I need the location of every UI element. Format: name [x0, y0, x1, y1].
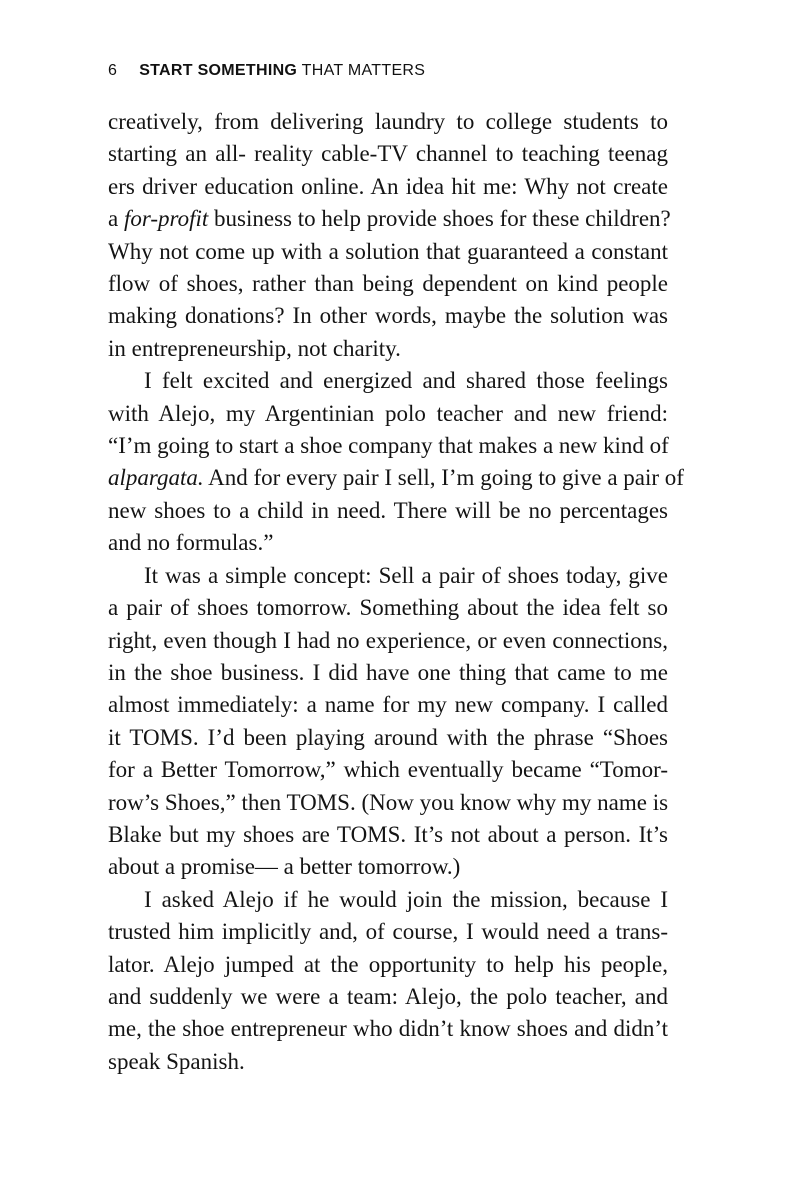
- text-line: I asked Alejo if he would join the mission, because I: [144, 886, 668, 912]
- paragraph-1: [108, 106, 671, 365]
- text-line: in entrepreneurship, not charity.: [108, 335, 401, 361]
- italic-term: alpargata.: [108, 465, 204, 491]
- paragraph-2: [108, 365, 684, 559]
- book-title-bold: START SOMETHING: [139, 62, 298, 79]
- text-line: ers driver education online. An idea hit me: Why not create: [108, 173, 668, 199]
- text-line: for a Better Tomorrow,” which eventually became “Tomor-: [108, 757, 668, 783]
- text-fragment: And for every pair I sell, I’m going to give a pair of: [203, 465, 684, 491]
- text-fragment: business to help provide shoes for these children?: [208, 206, 671, 232]
- text-line: “I’m going to start a shoe company that makes a new kind of: [108, 433, 669, 459]
- body-text: [108, 106, 684, 1078]
- text-line: row’s Shoes,” then TOMS. (Now you know why my name is: [108, 789, 669, 815]
- text-line: creatively, from delivering laundry to college students to: [108, 109, 668, 134]
- text-line: It was a simple concept: Sell a pair of shoes today, give: [144, 562, 668, 588]
- text-line: speak Spanish.: [108, 1048, 245, 1074]
- italic-term: for-profit: [123, 206, 209, 232]
- text-line: almost immediately: a name for my new company. I called: [108, 692, 668, 718]
- text-line: new shoes to a child in need. There will be no percentages: [108, 497, 668, 523]
- text-line: flow of shoes, rather than being dependent on kind people: [108, 271, 668, 297]
- text-line: lator. Alejo jumped at the opportunity to help his people,: [108, 951, 668, 977]
- text-fragment: a: [108, 206, 124, 232]
- text-line: it TOMS. I’d been playing around with the phrase “Shoes: [108, 724, 668, 750]
- book-title-rest: THAT MATTERS: [301, 62, 426, 79]
- text-line: trusted him implicitly and, of course, I would need a trans-: [108, 919, 668, 945]
- text-line: right, even though I had no experience, or even connections,: [108, 627, 668, 653]
- text-line: about a promise— a better tomorrow.): [108, 854, 461, 880]
- text-line: a pair of shoes tomorrow. Something about the idea felt so: [108, 595, 668, 621]
- paragraph-3: [108, 560, 668, 884]
- text-line: Why not come up with a solution that guaranteed a constant: [108, 238, 668, 264]
- text-line: [108, 203, 671, 235]
- text-line: [108, 462, 684, 494]
- running-head: [108, 62, 425, 80]
- text-line: I felt excited and energized and shared those feelings: [144, 368, 668, 394]
- paragraph-4: [108, 884, 668, 1078]
- text-line: making donations? In other words, maybe the solution was: [108, 303, 668, 329]
- text-line: with Alejo, my Argentinian polo teacher and new friend:: [108, 400, 668, 426]
- text-line: me, the shoe entrepreneur who didn’t know shoes and didn’t: [108, 1016, 668, 1042]
- text-line: Blake but my shoes are TOMS. It’s not about a person. It’s: [108, 821, 668, 847]
- text-line: and suddenly we were a team: Alejo, the polo teacher, and: [108, 983, 668, 1009]
- text-line: and no formulas.”: [108, 530, 274, 556]
- page-number: 6: [108, 62, 118, 79]
- text-line: starting an all- reality cable-TV channel to teaching teenag: [108, 141, 668, 167]
- text-line: in the shoe business. I did have one thing that came to me: [108, 659, 668, 685]
